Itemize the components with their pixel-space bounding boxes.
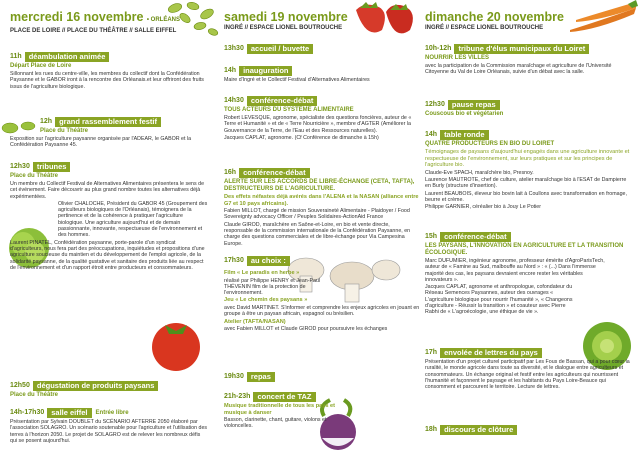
event-text: Présentation par Sylvain DOUBLET du SCÉNARIO AFTERRE 2050 élaboré par l'association SOLAGRO. Un scénario soutenable pour l'agriculture et l'utilisation des terres à l'horizon 2050. Le projet de SOLAGRO est de relever les nombreux défis qui se posent aujourd'hui. [10, 419, 208, 444]
event-time: 14h [425, 130, 438, 138]
producer-garnier: Philippe GARNIER, céréalier bio à Jouy Le Potier [425, 204, 541, 211]
event-tag: envolée de lettres du pays [440, 348, 542, 358]
event-subtitle: Place du Théâtre [10, 173, 59, 179]
event-degustation [10, 381, 208, 399]
event-subtitle: TOUS ACTEURS DU SYSTÈME ALIMENTAIRE [224, 107, 354, 113]
event-salle-eiffel [10, 408, 208, 444]
event-tag: accueil / buvette [247, 44, 313, 54]
event-tag: grand rassemblement festif [55, 117, 161, 127]
producer-mautrote: Laurence MAUTROTE, chef de culture, atelier maraîchage bio à l'ESAT de Dampierre en Burly (structure d'insertion). [425, 177, 627, 190]
event-tag: conférence-débat [247, 96, 318, 106]
event-repas [224, 372, 420, 382]
event-subtitle: Entrée libre [95, 410, 129, 416]
event-pause-repas [425, 100, 630, 118]
speaker-caplat: Jacques CAPLAT, agronome et anthropologue, cofondateur du Réseau Semences Paysannes, auteur des ouvrages « L'agriculture biologique pour nourrir l'humanité », « Changeons d'agriculture - Réussir la transition » et coauteur avec Pierre Rabhi de « L'agroécologie, une éthique de vie ». [425, 284, 573, 316]
event-tag: discours de clôture [440, 425, 517, 435]
event-text-2: Claude GIROD, maraîchère en Saône-et-Loire, en bio et vente directe, responsable de la commission internationale de la Confédération Paysanne, en charge des questions commerciales et de libre-échange pour Via Campesina Europe. [224, 221, 411, 247]
day3-date: dimanche 20 novembre [425, 10, 564, 24]
event-tag: tribunes [33, 162, 71, 172]
choice-workshop-text: avec Fabien MILLOT et Claude GIROD pour poursuivre les échanges [224, 326, 388, 333]
event-time: 12h50 [10, 381, 30, 389]
event-time: 17h [425, 348, 438, 356]
day1-heading [10, 10, 208, 27]
event-inauguration [224, 66, 420, 83]
day2-place: INGRÉ // ESPACE LIONEL BOUTROUCHE [224, 25, 343, 31]
event-text: avec la participation de la Commission maraîchage et agriculture de l'Université Citoyenne du Val de Loire Orléanais, suivie d'un débat avec la salle. [425, 63, 612, 76]
day3-place: INGRÉ // ESPACE LIONEL BOUTROUCHE [425, 25, 544, 31]
event-time: 10h-12h [425, 44, 452, 52]
choice-game-text: avec David MARTINET. S'informer et comprendre les enjeux agricoles en jouant en groupe à être un paysan africain, espagnol ou brésilien. [224, 305, 420, 318]
event-text: Maire d'Ingré et le Collectif Festival d'Alternatives Alimentaires [224, 77, 370, 83]
event-time: 12h30 [425, 100, 445, 108]
event-tag: salle eiffel [47, 408, 91, 418]
event-cloture [425, 425, 630, 435]
choice-film-title: Film « Le paradis en herbe » [224, 270, 300, 276]
speaker-chaloche: Olivier CHALOCHE, Président du GABOR 45 (Groupement des agriculteurs biologiques de l'Orléanais), témoignera de la pertinence et de la cohérence à pratiquer l'agriculture biologique. Une agriculture aujourd'hui et de demain passionnante, innovante, respectueuse de l'environnement et des hommes. [58, 200, 208, 239]
event-subtitle: NOURRIR LES VILLES [425, 55, 490, 61]
choice-film-text: réalisé par Philippe HENRY et Jean-Paul THÉVENIN film de la protection de l'environnement. [224, 277, 321, 297]
event-time: 14h30 [224, 96, 244, 104]
event-concert [224, 392, 350, 430]
event-accueil [224, 44, 420, 54]
event-text: Sillonnant les rues du centre-ville, les membres du collectif dont la Confédération Paysanne et le GABOR iront à la rencontre des Orléanais.et leur offriront des fruits issus de l'agriculture biologique. [10, 71, 204, 90]
event-text-2: Jacques CAPLAT, agronome. (Cf Conférence de dimanche à 15h) [224, 134, 379, 141]
event-subtitle-2: Témoignages de paysans d'aujourd'hui engagés dans une agriculture innovante et respectueuse de l'environnement, sur leurs pratiques et sur les principes de l'agriculture bio. [425, 149, 630, 169]
event-time: 16h [224, 168, 237, 176]
event-text: Robert LEVESQUE, agronome, spécialiste des questions foncières, auteur de « Terre et Humanité » et de « Terre Nourricière », membre d'AGTER (Améliorer la Gouvernance de la Terre, de l'Eau et des Ressources naturelles). [224, 115, 412, 134]
event-deambulation [10, 52, 208, 90]
speaker-dufumier: Marc DUFUMIER, ingénieur agronome, professeur émérite d'AgroParisTech, auteur de « Famine au Sud, malbouffe au Nord » : « (...) Dans l'immense majorité des cas, les paysans devraient encore rester les véritables innovateurs ». [425, 258, 605, 283]
event-tag: conférence-débat [239, 168, 310, 178]
event-tag: pause repas [448, 100, 500, 110]
choice-game-title: Jeu « Le chemin des paysans » [224, 297, 308, 304]
event-tag: au choix : [247, 256, 290, 266]
event-tag: table ronde [440, 130, 488, 140]
day1-place: PLACE DE LOIRE // PLACE DU THÉÂTRE // SALLE EIFFEL [10, 28, 177, 34]
speaker-pinatel: Laurent PINATEL, Confédération paysanne, porte-parole d'un syndicat d'agriculteurs, nous fera part des préoccupations, inquiétudes et propositions d'une agriculture soucieuse du maintien et du développement de l'emploi agricole, de la solidarité paysanne, de la qualité gustative et sanitaire des produits liée au respect de l'environnement et d'un rapport étroit entre producteurs et consommateurs. [10, 239, 205, 271]
event-rassemblement [10, 117, 208, 149]
event-time: 14h-17h30 [10, 408, 45, 416]
event-tribunes [10, 162, 208, 271]
event-time: 18h [425, 425, 438, 433]
event-time: 13h30 [224, 44, 244, 52]
event-time: 11h [10, 52, 22, 60]
day2-date: samedi 19 novembre [224, 10, 348, 24]
event-subtitle: ALERTE SUR LES ACCORDS DE LIBRE-ÉCHANGE (CETA, TAFTA), DESTRUCTEURS DE L'AGRICULTURE. [224, 179, 415, 192]
event-conference-3 [425, 232, 630, 316]
event-tag: conférence-débat [440, 232, 511, 242]
event-subtitle: LES PAYSANS, L'INNOVATION EN AGRICULTURE ET LA TRANSITION ÉCOLOGIQUE. [425, 243, 624, 256]
event-time: 15h [425, 232, 438, 240]
choice-workshop-title: Atelier (TAFTA/NASAN) [224, 318, 286, 325]
event-time: 12h30 [10, 162, 30, 170]
event-time: 14h [224, 66, 237, 74]
producer-beaubois: Laurent BEAUBOIS, éleveur bio bovin lait à Coullons avec transformation en fromage, beurre et crème. [425, 190, 627, 203]
event-table-ronde [425, 130, 630, 211]
event-time: 21h-23h [224, 392, 251, 400]
event-time: 12h [40, 117, 53, 125]
event-time: 17h30 [224, 256, 244, 264]
event-subtitle: Place du Théâtre [40, 128, 89, 134]
event-text: Un membre du Collectif Festival de Alternatives Alimentaires présentera le sens de cet événement. Faire découvrir au plus grand nombre toutes les alternatives déjà expérimentées. [10, 181, 205, 200]
event-text: Fabien MILLOT, chargé de mission Souveraineté Alimentaire - Plaidoyer / Food Sovereignty advocacy Officer / Peuples Solidaires-ActionAid France [224, 208, 410, 221]
event-subtitle: Musique traditionnelle de tous les pays et musique à danser [224, 403, 335, 416]
event-tag: tribune d'élus municipaux du Loiret [454, 44, 589, 54]
event-time: 19h30 [224, 372, 244, 380]
event-tag: déambulation animée [25, 52, 110, 62]
event-tag: inauguration [239, 66, 292, 76]
day1-city: • ORLÉANS [146, 17, 180, 23]
event-envolee-lettres [425, 348, 630, 390]
event-conference-2 [224, 168, 420, 247]
event-subtitle: Départ Place de Loire [10, 63, 72, 69]
producer-spach: Claude-Eve SPACH, maraîchère bio, Presnoy. [425, 169, 534, 176]
day1-date: mercredi 16 novembre [10, 10, 144, 24]
day2-column [224, 0, 420, 430]
event-text: Basson, clarinette, chant, guitare, violons et violoncelles. [224, 417, 327, 430]
event-subtitle-2: Des effets néfastes déjà avérés dans l'ALENA et la NASAN (alliance entre G7 et 10 pays africains). [224, 194, 419, 207]
event-tag: concert de TAZ [253, 392, 315, 402]
event-tag: dégustation de produits paysans [33, 381, 159, 391]
event-subtitle: QUATRE PRODUCTEURS EN BIO DU LOIRET [425, 141, 555, 147]
event-subtitle: Place du Théâtre [10, 392, 59, 398]
peas-illustration [0, 118, 40, 138]
day1-column [10, 0, 208, 444]
event-conference-1 [224, 96, 420, 141]
tomato-illustration [145, 315, 207, 373]
event-subtitle: Couscous bio et végétarien [425, 111, 504, 117]
day3-column [425, 0, 630, 434]
event-tribune-elus [425, 44, 630, 76]
event-text: Exposition sur l'agriculture paysanne organisée par l'ADEAR, le GABOR et la Confédération Paysanne 45. [10, 136, 192, 149]
event-text: Présentation d'un projet culturel participatif par Les Fous de Bassan, qui a pour cœur la ruralité, le monde agricole dans toute sa diversité, et le dialogue entre agriculteurs et consommateurs. Un échange original et festif entre les agriculteurs qui nourrissent l'humanité et façonnent le paysage et les habitants du Pays Loire-Beauce qui consomment et parcourent le territoire. Lecture de lettres. [425, 359, 630, 391]
event-tag: repas [247, 372, 275, 382]
event-au-choix [224, 256, 420, 333]
